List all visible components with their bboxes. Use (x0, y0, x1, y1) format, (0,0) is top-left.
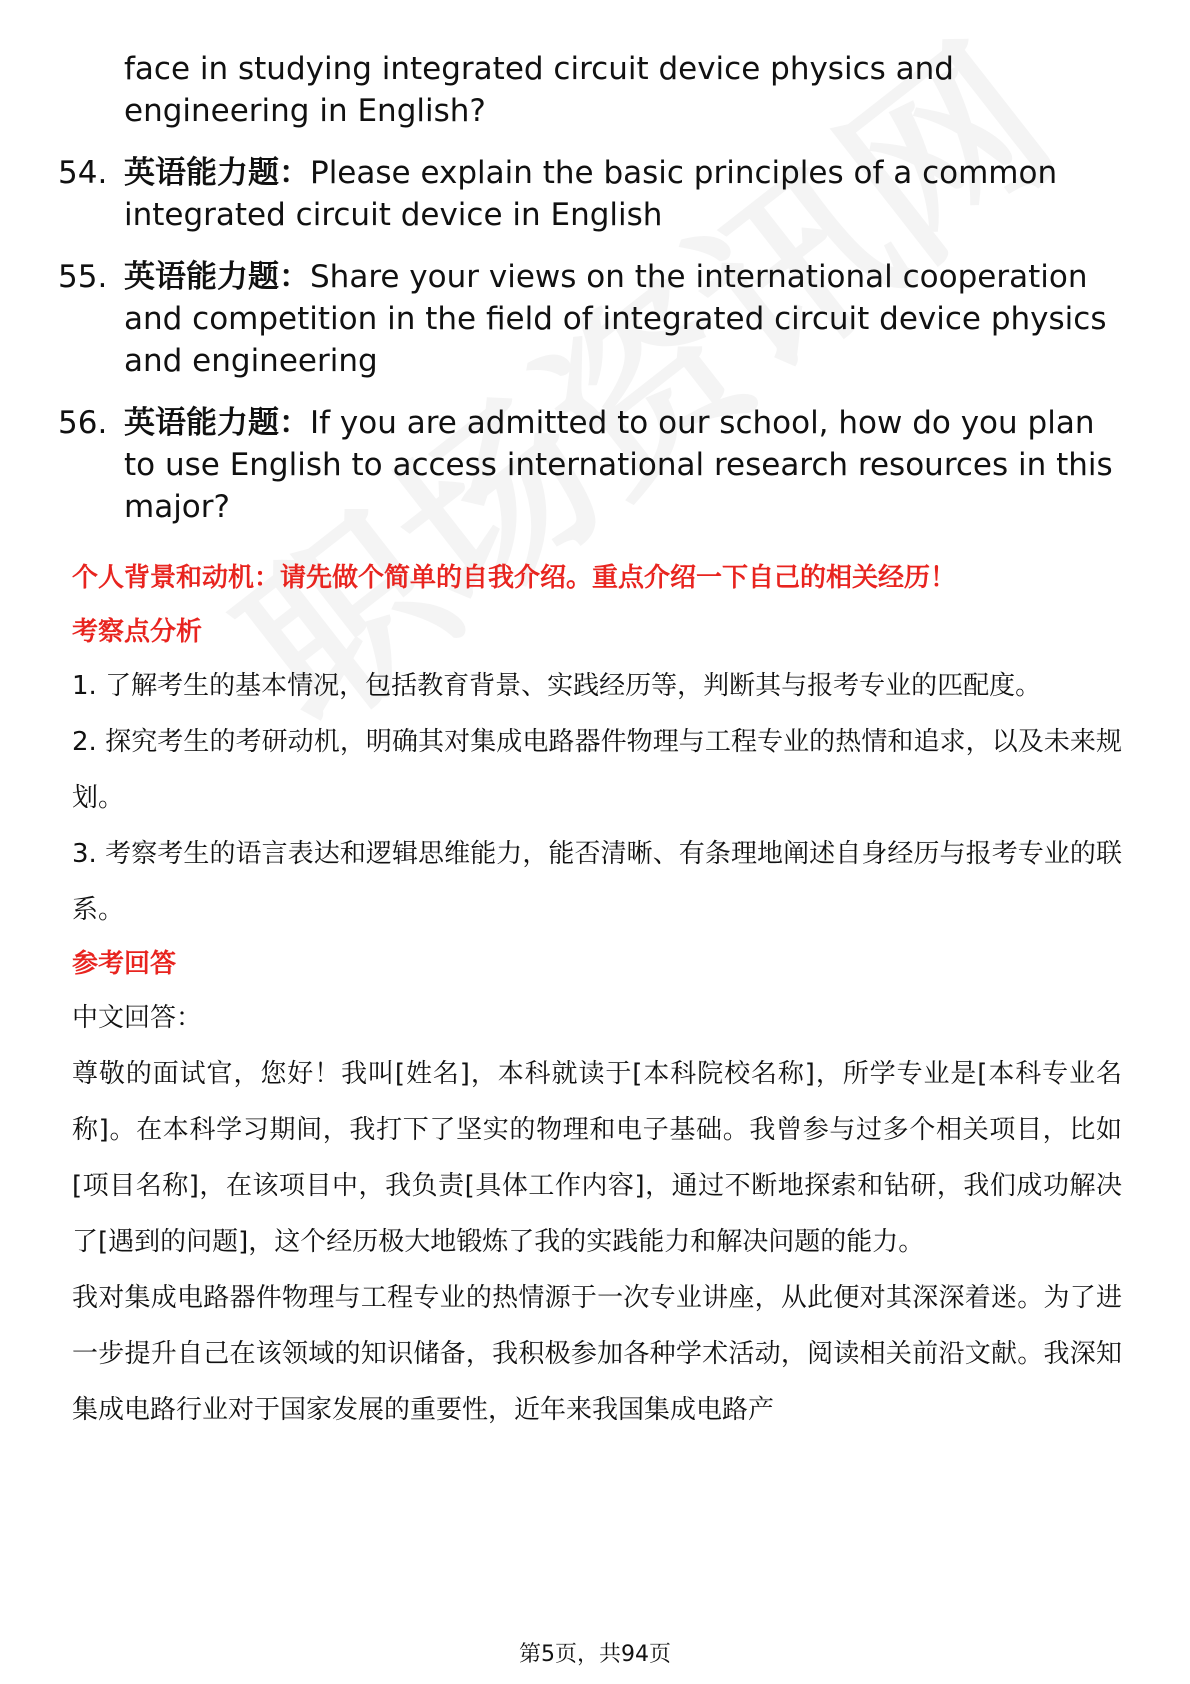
answer-lead: 中文回答： (72, 1003, 203, 1033)
analysis-item: 1. 了解考生的基本情况，包括教育背景、实践经历等，判断其与报考专业的匹配度。 (72, 671, 1042, 701)
question-number: 54. (58, 155, 108, 191)
question-list (58, 48, 1118, 548)
answer-paragraph: 我对集成电路器件物理与工程专业的热情源于一次专业讲座，从此便对其深深着迷。为了进一步提升自己在该领域的知识储备，我积极参加各种学术活动，阅读相关前沿文献。我深知集成电路行业对于国家发展的重要性，近年来我国集成电路产 (72, 1283, 1122, 1425)
analysis-item: 3. 考察考生的语言表达和逻辑思维能力，能否清晰、有条理地阐述自身经历与报考专业的联系。 (72, 839, 1122, 925)
question-item (58, 152, 1118, 236)
answer-paragraph: 尊敬的面试官，您好！我叫[姓名]，本科就读于[本科院校名称]，所学专业是[本科专业名称]。在本科学习期间，我打下了坚实的物理和电子基础。我曾参与过多个相关项目，比如[项目名称]，在该项目中，我负责[具体工作内容]，通过不断地探索和钻研，我们成功解决了[遇到的问题]，这个经历极大地锻炼了我的实践能力和解决问题的能力。 (72, 1059, 1122, 1257)
analysis-title: 考察点分析 (72, 617, 203, 647)
question-item (58, 256, 1118, 382)
question-number: 55. (58, 259, 108, 295)
question-text: If you are admitted to our school, how do you plan to use English to access international research resources in this major? (124, 405, 1113, 525)
question-continuation (58, 48, 1118, 132)
answer-title: 参考回答 (72, 949, 177, 979)
question-tag: 英语能力题： (124, 155, 310, 191)
question-item (58, 402, 1118, 528)
question-tag: 英语能力题： (124, 405, 310, 441)
question-tag: 英语能力题： (124, 259, 310, 295)
section-heading: 个人背景和动机：请先做个简单的自我介绍。重点介绍一下自己的相关经历！ (72, 563, 957, 593)
question-text: face in studying integrated circuit device physics and engineering in English? (124, 51, 954, 129)
question-text: Share your views on the international cooperation and competition in the field of integrated circuit device physics and engineering (124, 259, 1107, 379)
page-footer: 第5页，共94页 (519, 1642, 671, 1667)
analysis-item: 2. 探究考生的考研动机，明确其对集成电路器件物理与工程专业的热情和追求，以及未来规划。 (72, 727, 1122, 813)
question-number: 56. (58, 405, 108, 441)
interview-section (72, 560, 1122, 1438)
question-text: Please explain the basic principles of a common integrated circuit device in English (124, 155, 1058, 233)
